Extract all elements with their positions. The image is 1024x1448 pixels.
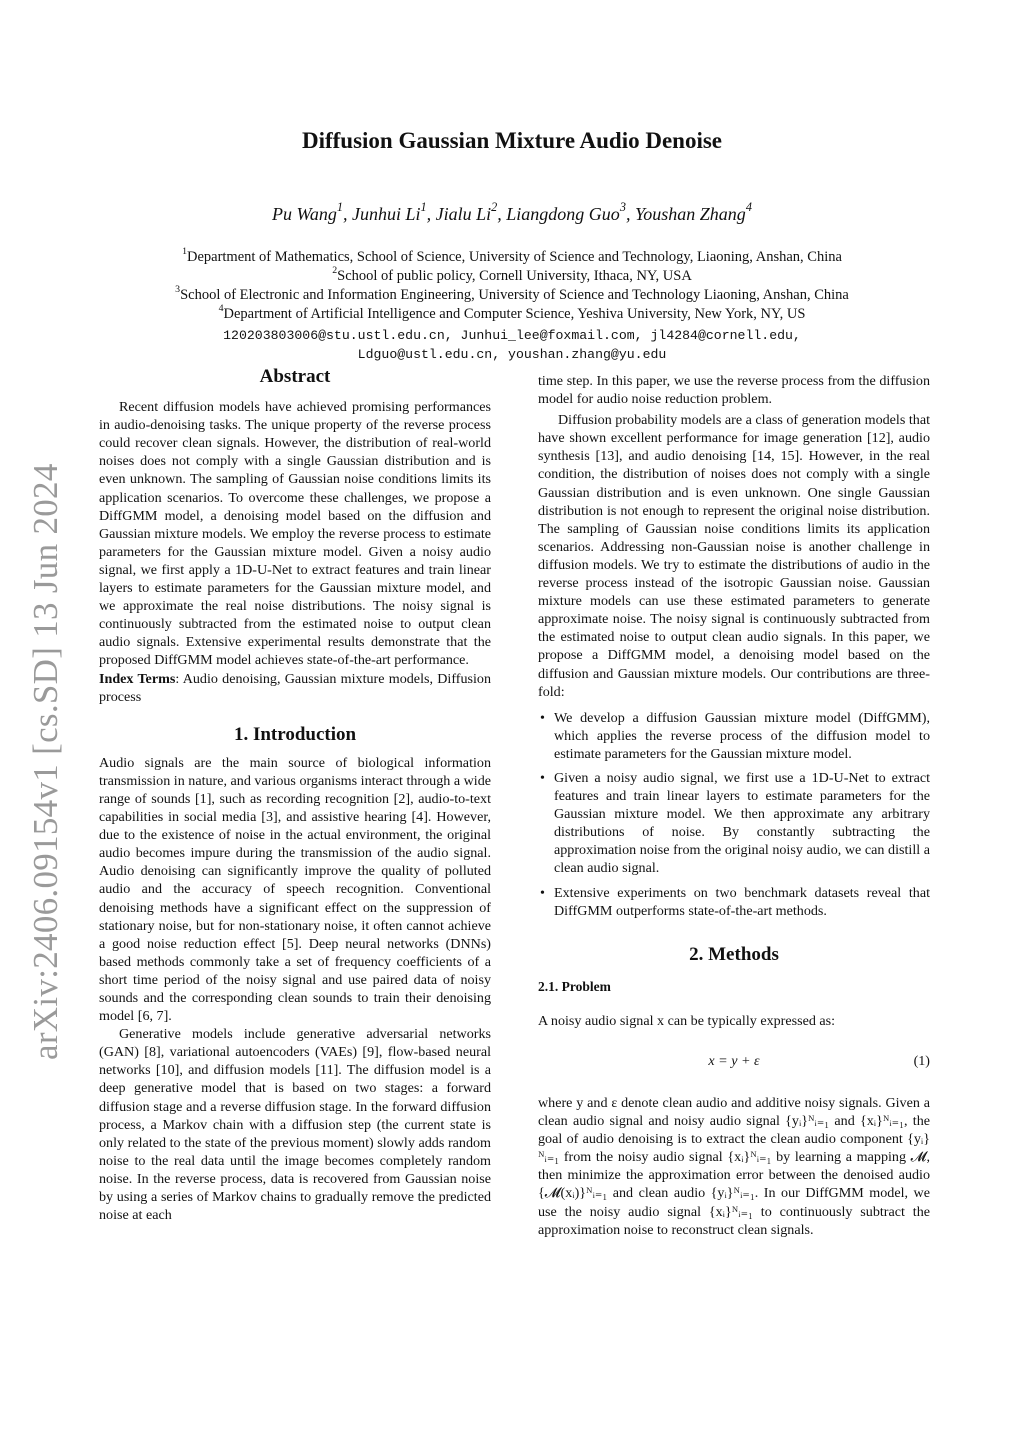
right-column (538, 372, 930, 1239)
equation-1 (538, 1052, 930, 1076)
list-item: • Extensive experiments on two benchmark datasets reveal that DiffGMM outperforms state-of-the-art methods. (554, 884, 930, 920)
methods-paragraph: A noisy audio signal x can be typically expressed as: (538, 1012, 836, 1029)
author-name: Pu Wang (272, 204, 337, 224)
author-name: Liangdong Guo (506, 204, 620, 224)
affiliations (0, 245, 1024, 324)
methods-heading: 2. Methods (689, 943, 779, 965)
intro-paragraph-continued: time step. In this paper, we use the reverse process from the diffusion model for audio noise reduction problem. (538, 373, 930, 408)
intro-paragraph: Diffusion probability models are a class of generation models that have shown excellent performance for image generation [12], audio synthesis [13], and audio denoising [14, 15]. However, in the real condition, the distribution of noises does not comply with a single Gaussian distribution and is even unknown. One single Gaussian distribution is not enough to represent the original noise distribution. The sampling of Gaussian noise conditions limits its application scenarios. Addressing non-Gaussian noise is another challenge in diffusion models. We try to estimate the distributions of audio in the reverse process instead of the isotropic Gaussian noise. Gaussian mixture models can use these estimated parameters to generate approximate noise. The noisy signal is continuously subtracted from the estimated noise to output clean audio signals. In this paper, we propose a DiffGMM model, a denoising model based on the diffusion and Gaussian mixture models. Our contributions are three-fold: (538, 412, 930, 700)
index-terms: Index Terms: Audio denoising, Gaussian mixture models, Diffusion process (99, 670, 492, 705)
email-line: 120203803006@stu.ustl.edu.cn, Junhui_lee@foxmail.com, jl4284@cornell.edu, (223, 328, 801, 343)
intro-paragraph: Audio signals are the main source of biological information transmission in nature, and various organisms interact through a wide range of sounds [1], such as recording recognition [2], audio-to-text capabilities in social media [3], and assistive hearing [4]. However, due to the existence of noise in the actual environment, the original audio becomes impure during the transmission of the audio signal. Audio denoising can significantly improve the quality of polluted audio and the accuracy of speech recognition. Conventional denoising methods have a significant effect on the suppression of stationary noise, but for non-stationary noise, it often cannot achieve a good noise reduction effect [5]. Deep neural networks (DNNs) based methods commonly take a set of frequency coefficients of a short time period of the noisy signal and use paired data of noisy sounds and the corresponding clean sounds to train their denoising model [6, 7]. (99, 754, 491, 1025)
subsection-heading: 2.1. Problem (538, 978, 611, 994)
contribution-list (538, 709, 930, 920)
abstract-body: Recent diffusion models have achieved promising performances in audio-denoising tasks. The unique property of the reverse process could recover clean signals. However, the distribution of real-world noises does not comply with a single Gaussian distribution and is even unknown. The sampling of Gaussian noise conditions limits its application scenarios. To overcome these challenges, we propose a DiffGMM model, a denoising model based on the diffusion and Gaussian mixture models. We employ the reverse process to estimate parameters for the Gaussian mixture model. Given a noisy audio signal, we first apply a 1D-U-Net to extract features and train linear layers to estimate parameters for the Gaussian mixture model, and we approximate the real noise distributions. The noisy signal is continuously subtracted from the estimated noise to output clean audio signals. Extensive experimental results demonstrate that the proposed DiffGMM model achieves state-of-the-art performance. (99, 399, 491, 669)
author-emails (0, 326, 1024, 364)
equation-number: (1) (913, 1053, 930, 1069)
intro-heading: 1. Introduction (233, 723, 357, 745)
intro-paragraph: Generative models include generative adversarial networks (GAN) [8], variational autoencoders (VAEs) [9], flow-based neural networks [10], and diffusion models [11]. The diffusion model is a deep generative model that is based on two stages: a forward diffusion stage and a reverse diffusion stage. In the forward diffusion process, a Markov chain with a diffusion step (the current state is only related to the state of the previous moment) slowly adds random noise to the real data until the image becomes completely random noise. In the reverse process, data is recovered from Gaussian noise by using a series of Markov chains to gradually remove the predicted noise at each (99, 1026, 491, 1224)
abstract-heading: Abstract (259, 366, 331, 387)
email-line: Ldguo@ustl.edu.cn, youshan.zhang@yu.edu (357, 347, 667, 362)
affiliation-line: $^3$School of Electronic and Information Engineering, University of Science and Technology Liaoning, Anshan, China (175, 283, 849, 303)
author-name: Jialu Li (435, 204, 492, 224)
paper-title: Diffusion Gaussian Mixture Audio Denoise (301, 128, 723, 153)
affiliation-line: $^1$Department of Mathematics, School of Science, University of Science and Technology, Liaoning, Anshan, China (182, 245, 842, 265)
arxiv-identifier: arXiv:2406.09154v1 [cs.SD] 13 Jun 2024 (26, 463, 65, 1060)
affiliation-line: $^2$School of public policy, Cornell University, Ithaca, NY, USA (332, 264, 692, 284)
author-name: Junhui Li (352, 204, 421, 224)
list-item: • We develop a diffusion Gaussian mixture model (DiffGMM), which applies the reverse process of the diffusion model to estimate parameters for the Gaussian mixture model. (554, 709, 930, 763)
affiliation-line: $^4$Department of Artificial Intelligence and Computer Science, Yeshiva University, New York, NY, US (218, 302, 806, 322)
left-column (99, 368, 491, 1224)
equation-expression: x = y + ε (708, 1053, 760, 1069)
methods-paragraph: where y and ε denote clean audio and additive noisy signals. Given a clean audio signal and noisy audio signal {yᵢ}ᴺᵢ₌₁ and {xᵢ}ᴺᵢ₌₁, the goal of audio denoising is to extract the clean audio component {yᵢ}ᴺᵢ₌₁ from the noisy audio signal {xᵢ}ᴺᵢ₌₁ by learning a mapping 𝓜, then minimize the approximation error between the denoised audio {𝓜(xᵢ)}ᴺᵢ₌₁ and clean audio {yᵢ}ᴺᵢ₌₁. In our DiffGMM model, we use the noisy audio signal {xᵢ}ᴺᵢ₌₁ to continuously subtract the approximation noise to reconstruct clean signals. (538, 1095, 930, 1238)
author-list: Pu Wang$^1$, Junhui Li$^1$, Jialu Li$^2$, Liangdong Guo$^3$, Youshan Zhang$^4$ (272, 200, 752, 224)
list-item: • Given a noisy audio signal, we first use a 1D-U-Net to extract features and train linear layers to estimate parameters for the Gaussian mixture model. We then approximate any arbitrary distributions of noise. By constantly subtracting the approximation noise from the original noisy audio, we can distill a clean audio signal. (554, 769, 930, 878)
author-name: Youshan Zhang (634, 204, 746, 224)
